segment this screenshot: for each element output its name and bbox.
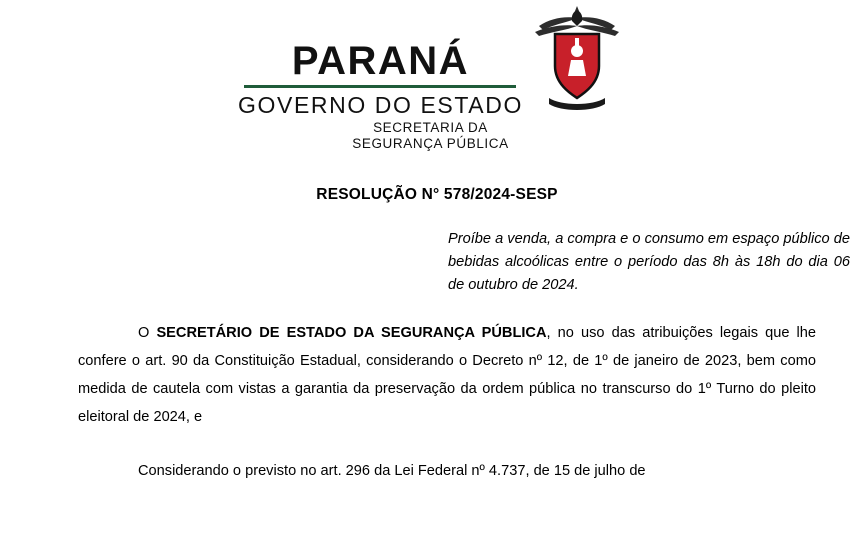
parana-coat-of-arms-icon — [531, 4, 623, 114]
secretaria-block — [352, 120, 509, 152]
secretaria-line-2: SEGURANÇA PÚBLICA — [352, 136, 509, 151]
government-text: GOVERNO DO ESTADO — [238, 92, 523, 118]
resolution-title: RESOLUÇÃO N° 578/2024-SESP — [316, 186, 558, 203]
document-header — [0, 0, 861, 152]
parana-wordmark — [238, 4, 523, 118]
brand-text: PARANÁ — [291, 39, 470, 83]
paragraph-lei-federal: Considerando o previsto no art. 296 da Lei Federal nº 4.737, de 15 de julho de — [138, 463, 646, 479]
paragraph-1-bold: SECRETÁRIO DE ESTADO DA SEGURANÇA PÚBLICA — [156, 325, 547, 341]
paragraph-1-rest: , no uso das atribuições legais que lhe confere o art. 90 da Constituição Estadual, considerando o Decreto nº 12, de 1º de janeiro de 2023, bem como medida de cautela com vistas a garantia da preservação da ordem pública no transcurso do 1º Turno do pleito eleitoral de 2024, e — [78, 325, 817, 425]
document-body — [0, 186, 861, 485]
logo-row — [238, 4, 623, 118]
brand-divider — [244, 85, 516, 88]
secretaria-line-1: SECRETARIA DA — [373, 120, 488, 135]
ementa-text: Proíbe a venda, a compra e o consumo em espaço público de bebidas alcoólicas entre o período das 8h às 18h do dia 06 de outubro de 2024. — [448, 231, 850, 293]
paragraph-considerandos — [78, 319, 816, 431]
paragraph-1-prefix: O — [138, 325, 157, 341]
